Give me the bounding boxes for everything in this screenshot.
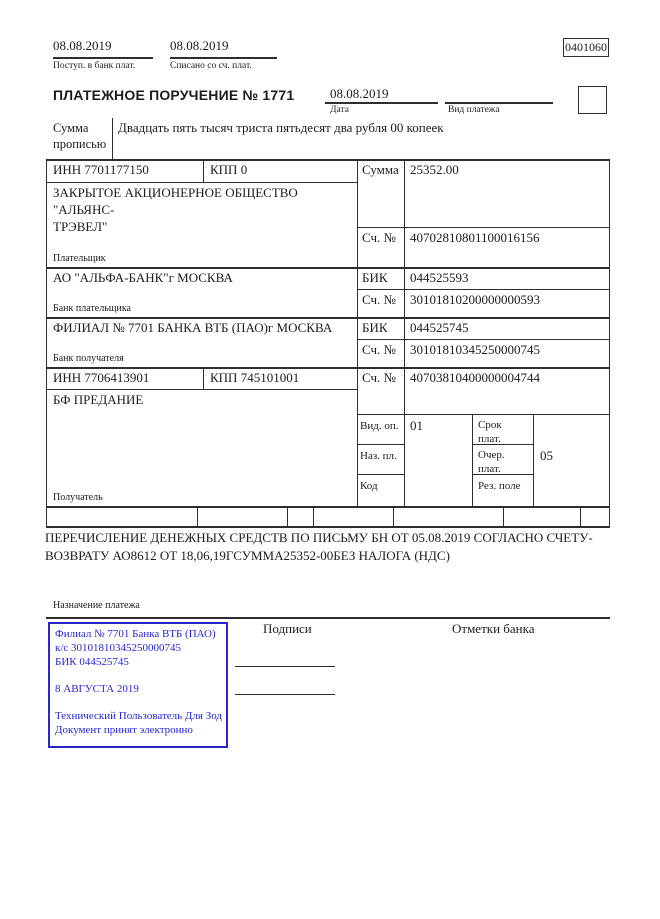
stamp-corr-account: к/с 30101810345250000745 [55, 642, 182, 654]
payee-account-label: Сч. № [362, 370, 396, 385]
payer-bank-name: АО "АЛЬФА-БАНК"г МОСКВА [53, 270, 233, 285]
bank-marks-label: Отметки банка [452, 621, 535, 636]
signature-line-1 [235, 666, 335, 667]
stamp-bank-name: Филиал № 7701 Банка ВТБ (ПАО) [55, 628, 216, 640]
pay-order-value: 05 [540, 448, 553, 463]
payer-bank-row-border [46, 317, 610, 319]
payer-bank-account-label: Сч. № [362, 292, 396, 307]
purpose-line2: ВОЗВРАТУ АО8612 ОТ 18,06,19ГСУММА25352-00БЕЗ НАЛОГА (НДС) [45, 548, 450, 563]
debited-from-account-date: 08.08.2019 [170, 38, 229, 53]
document-date: 08.08.2019 [330, 86, 389, 101]
payer-account-label: Сч. № [362, 230, 396, 245]
signature-line-2 [235, 694, 335, 695]
details-row-bottom-border [46, 526, 610, 528]
payee-section-label: Получатель [53, 492, 103, 503]
payer-section-label: Плательщик [53, 253, 106, 264]
table-main-divider [357, 159, 358, 507]
nazpl-row-border [357, 474, 404, 475]
details-divider-1 [197, 507, 198, 527]
stamp-spacer [55, 669, 226, 682]
table-label-value-divider [404, 159, 405, 507]
debited-from-account-label: Списано со сч. плат. [170, 61, 252, 71]
code-label: Код [360, 480, 378, 492]
payee-bank-account: 30101810345250000745 [410, 342, 540, 357]
purpose-code-label: Наз. пл. [360, 450, 397, 462]
details-divider-6 [580, 507, 581, 527]
amount-words-label: Сумма прописью [53, 121, 107, 152]
payee-bank-row-border [46, 367, 610, 369]
details-divider-2 [287, 507, 288, 527]
stamp-accepted: Документ принят электронно [55, 724, 193, 736]
details-divider-3 [313, 507, 314, 527]
amount-words-text: Двадцать пять тысяч триста пятьдесят два рубля 00 копеек [118, 120, 444, 135]
opkind-row-border [357, 444, 404, 445]
op-kind-value: 01 [410, 418, 423, 433]
payer-row-border [46, 267, 610, 269]
payer-account: 40702810801100016156 [410, 230, 540, 245]
debited-date-underline [170, 57, 277, 59]
payment-kind-underline [445, 102, 553, 104]
payee-name: БФ ПРЕДАНИЕ [53, 392, 144, 407]
pay-order-label: Очер. плат. [478, 449, 505, 476]
payer-bank-bik-border [357, 289, 610, 290]
op-kind-label: Вид. оп. [360, 420, 399, 432]
payee-bank-name: ФИЛИАЛ № 7701 БАНКА ВТБ (ПАО)г МОСКВА [53, 320, 333, 335]
table-right-border [609, 159, 610, 528]
signatures-label: Подписи [263, 621, 312, 636]
details-row-top-border [46, 506, 610, 508]
received-in-bank-label: Поступ. в банк плат. [53, 61, 136, 71]
payer-name-line1: ЗАКРЫТОЕ АКЦИОНЕРНОЕ ОБЩЕСТВО [53, 185, 298, 200]
stamp-bik: БИК 044525745 [55, 656, 129, 668]
payer-bank-bik: 044525593 [410, 270, 469, 285]
payer-bank-section-label: Банк плательщика [53, 303, 131, 314]
amount-value: 25352.00 [410, 162, 459, 177]
payer-name-line2: "АЛЬЯНС- [53, 202, 115, 217]
payment-kind-label: Вид платежа [448, 105, 500, 115]
payer-inn-kpp-divider [203, 159, 204, 183]
footer-top-border [46, 617, 610, 619]
payer-kpp: КПП 0 [210, 162, 248, 177]
stamp-user: Технический Пользователь Для Зод [55, 710, 223, 722]
details-divider-4 [393, 507, 394, 527]
bank-stamp [48, 622, 228, 748]
payee-inn: ИНН 7706413901 [53, 370, 150, 385]
amount-words-divider [112, 118, 113, 160]
subtable-divider-2 [533, 414, 534, 507]
payer-inn: ИНН 7701177150 [53, 162, 149, 177]
document-title: ПЛАТЕЖНОЕ ПОРУЧЕНИЕ № 1771 [53, 87, 295, 103]
payee-account: 40703810400000004744 [410, 370, 540, 385]
payee-account-border [357, 414, 610, 415]
details-divider-5 [503, 507, 504, 527]
payer-inn-row-border [46, 182, 357, 183]
form-code-box: 0401060 [563, 38, 609, 57]
payee-bank-account-label: Сч. № [362, 342, 396, 357]
purpose-section-label: Назначение платежа [53, 600, 140, 611]
res-field-label: Рез. поле [478, 480, 521, 492]
payee-bank-section-label: Банк получателя [53, 353, 124, 364]
table-top-border [46, 159, 610, 161]
payee-bank-bik-border [357, 339, 610, 340]
payee-bank-bik-label: БИК [362, 320, 388, 335]
payer-bank-account: 30101810200000000593 [410, 292, 540, 307]
amount-label: Сумма [362, 162, 399, 177]
payment-kind-checkbox [578, 86, 607, 114]
stamp-spacer [55, 696, 226, 709]
subtable-divider-1 [472, 414, 473, 507]
purpose-line1: ПЕРЕЧИСЛЕНИЕ ДЕНЕЖНЫХ СРЕДСТВ ПО ПИСЬМУ БН ОТ 05.08.2019 СОГЛАСНО СЧЕТУ- [45, 530, 593, 545]
payee-bank-bik: 044525745 [410, 320, 469, 335]
stamp-date: 8 АВГУСТА 2019 [55, 683, 139, 695]
pay-term-label: Срок плат. [478, 419, 502, 446]
amount-cell-border [357, 227, 610, 228]
payee-inn-row-border [46, 389, 357, 390]
payee-inn-kpp-divider [203, 367, 204, 390]
date-underline [325, 102, 438, 104]
payer-name-line3: ТРЭВЕЛ" [53, 219, 108, 234]
received-date-underline [53, 57, 153, 59]
received-in-bank-date: 08.08.2019 [53, 38, 112, 53]
payer-bank-bik-label: БИК [362, 270, 388, 285]
date-label: Дата [330, 105, 349, 115]
table-left-border [46, 159, 47, 528]
payee-kpp: КПП 745101001 [210, 370, 300, 385]
